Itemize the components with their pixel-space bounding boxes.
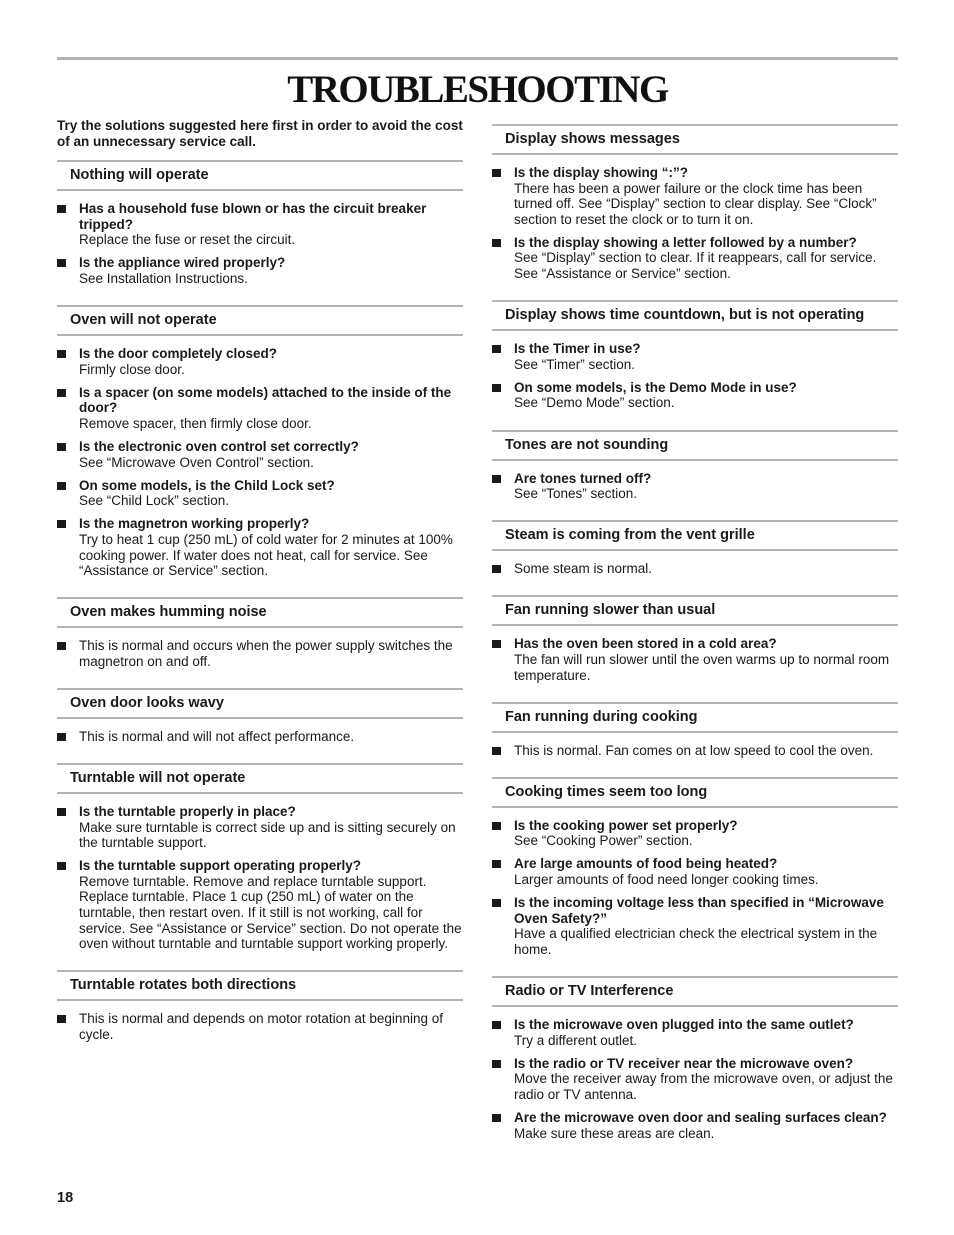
question-text: Is the magnetron working properly? xyxy=(79,516,310,532)
answer-text: See “Timer” section. xyxy=(514,356,636,372)
section-heading: Fan running slower than usual xyxy=(492,595,898,626)
section-fan-running-slower-than-usual xyxy=(492,595,898,701)
question-text: Is the Timer in use? xyxy=(514,341,641,357)
square-bullet-icon xyxy=(57,642,66,650)
square-bullet-icon xyxy=(492,384,501,392)
list-item xyxy=(492,561,898,577)
square-bullet-icon xyxy=(492,239,501,247)
section-spacer xyxy=(57,294,463,305)
question-text: Are the microwave oven door and sealing surfaces clean? xyxy=(514,1109,887,1125)
answer-text: See “Display” section to clear. If it reappears, call for service. See “Assistance or Service” section. xyxy=(514,250,877,282)
answer-text: Replace the fuse or reset the circuit. xyxy=(79,232,296,248)
square-bullet-icon xyxy=(57,520,66,528)
item-list xyxy=(57,638,463,669)
section-radio-or-tv-interference xyxy=(492,976,898,1160)
list-item xyxy=(57,1011,463,1042)
list-item xyxy=(57,201,463,248)
list-item xyxy=(57,346,463,377)
answer-text: Larger amounts of food need longer cooking times. xyxy=(514,871,819,887)
section-heading: Turntable rotates both directions xyxy=(57,970,463,1001)
question-text: Is the cooking power set properly? xyxy=(514,817,738,833)
note-text: This is normal and depends on motor rotation at beginning of cycle. xyxy=(79,1011,443,1042)
section-display-shows-time-countdown-but-is-not-operating xyxy=(492,300,898,429)
list-item xyxy=(492,471,898,502)
square-bullet-icon xyxy=(492,822,501,830)
square-bullet-icon xyxy=(492,860,501,868)
section-tones-are-not-sounding xyxy=(492,430,898,521)
section-heading: Tones are not sounding xyxy=(492,430,898,461)
section-spacer xyxy=(57,959,463,970)
question-text: Are large amounts of food being heated? xyxy=(514,856,778,872)
section-spacer xyxy=(57,752,463,763)
list-item xyxy=(57,439,463,470)
right-column xyxy=(492,124,898,1160)
section-spacer xyxy=(492,691,898,702)
list-item xyxy=(57,516,463,578)
square-bullet-icon xyxy=(492,475,501,483)
list-item xyxy=(492,818,898,849)
section-spacer xyxy=(492,289,898,300)
answer-text: See “Microwave Oven Control” section. xyxy=(79,454,314,470)
item-list xyxy=(492,341,898,411)
question-text: Is the display showing “:”? xyxy=(514,165,689,180)
square-bullet-icon xyxy=(57,733,66,741)
square-bullet-icon xyxy=(492,1021,501,1029)
section-heading: Display shows messages xyxy=(492,124,898,155)
section-spacer xyxy=(492,965,898,976)
list-item xyxy=(492,341,898,372)
note-text: This is normal and will not affect performance. xyxy=(79,728,355,744)
question-text: Is the display showing a letter followed by a number? xyxy=(514,234,857,250)
section-heading: Oven makes humming noise xyxy=(57,597,463,628)
list-item xyxy=(492,856,898,887)
section-oven-door-looks-wavy xyxy=(57,688,463,763)
question-text: Is the microwave oven plugged into the same outlet? xyxy=(514,1016,854,1032)
section-spacer xyxy=(57,586,463,597)
answer-text: Remove spacer, then firmly close door. xyxy=(79,415,312,431)
section-heading: Radio or TV Interference xyxy=(492,976,898,1007)
section-spacer xyxy=(492,419,898,430)
section-turntable-rotates-both-directions xyxy=(57,970,463,1061)
section-heading: Fan running during cooking xyxy=(492,702,898,733)
question-text: Is the turntable support operating properly? xyxy=(79,858,362,874)
section-spacer xyxy=(492,1149,898,1160)
section-heading: Turntable will not operate xyxy=(57,763,463,794)
square-bullet-icon xyxy=(57,482,66,490)
answer-text: Make sure turntable is correct side up and is sitting securely on the turntable support. xyxy=(79,819,456,851)
section-heading: Oven will not operate xyxy=(57,305,463,336)
answer-text: Remove turntable. Remove and replace turntable support. Replace turntable. Place 1 cup (250 mL) of water on the turntable, then restart oven. If it still is not working, call for service. See “Assistance or Service” section. Do not operate the oven without turntable and turntable support working properly. xyxy=(79,873,462,952)
list-item xyxy=(57,478,463,509)
answer-text: Firmly close door. xyxy=(79,361,185,377)
section-heading: Steam is coming from the vent grille xyxy=(492,520,898,551)
question-text: Are tones turned off? xyxy=(514,470,652,486)
square-bullet-icon xyxy=(57,205,66,213)
item-list xyxy=(57,804,463,952)
item-list xyxy=(492,471,898,502)
item-list xyxy=(492,1017,898,1141)
question-text: Is the turntable properly in place? xyxy=(79,803,296,819)
section-spacer xyxy=(57,1050,463,1061)
section-display-shows-messages xyxy=(492,124,898,300)
square-bullet-icon xyxy=(492,747,501,755)
square-bullet-icon xyxy=(57,443,66,451)
square-bullet-icon xyxy=(492,345,501,353)
item-list xyxy=(492,561,898,577)
square-bullet-icon xyxy=(57,1015,66,1023)
section-fan-running-during-cooking xyxy=(492,702,898,777)
square-bullet-icon xyxy=(492,1114,501,1122)
square-bullet-icon xyxy=(57,808,66,816)
section-heading: Oven door looks wavy xyxy=(57,688,463,719)
list-item xyxy=(492,235,898,282)
question-text: Is the radio or TV receiver near the microwave oven? xyxy=(514,1055,854,1071)
left-column xyxy=(57,117,463,1061)
section-nothing-will-operate xyxy=(57,160,463,305)
list-item xyxy=(492,1056,898,1103)
item-list xyxy=(57,729,463,745)
section-turntable-will-not-operate xyxy=(57,763,463,970)
note-text: This is normal and occurs when the power supply switches the magnetron on and off. xyxy=(79,638,453,669)
list-item xyxy=(492,636,898,683)
section-heading: Nothing will operate xyxy=(57,160,463,191)
square-bullet-icon xyxy=(492,1060,501,1068)
item-list xyxy=(492,165,898,282)
section-oven-makes-humming-noise xyxy=(57,597,463,688)
list-item xyxy=(492,1110,898,1141)
answer-text: Make sure these areas are clean. xyxy=(514,1125,715,1141)
list-item xyxy=(492,743,898,759)
question-text: Has a household fuse blown or has the circuit breaker tripped? xyxy=(79,201,427,232)
square-bullet-icon xyxy=(57,350,66,358)
section-steam-is-coming-from-the-vent-grille xyxy=(492,520,898,595)
item-list xyxy=(57,1011,463,1042)
answer-text: See “Tones” section. xyxy=(514,486,638,502)
list-item xyxy=(57,255,463,286)
section-oven-will-not-operate xyxy=(57,305,463,597)
page-number: 18 xyxy=(57,1190,74,1206)
right-sections xyxy=(492,124,898,1160)
section-cooking-times-seem-too-long xyxy=(492,777,898,976)
answer-text: See “Child Lock” section. xyxy=(79,493,230,509)
note-text: Some steam is normal. xyxy=(514,561,653,577)
intro-text: Try the solutions suggested here first in order to avoid the cost of an unnecessary service call. xyxy=(57,118,463,149)
answer-text: See “Demo Mode” section. xyxy=(514,395,675,411)
square-bullet-icon xyxy=(492,169,501,177)
question-text: Has the oven been stored in a cold area? xyxy=(514,636,777,652)
square-bullet-icon xyxy=(492,899,501,907)
list-item xyxy=(492,895,898,957)
square-bullet-icon xyxy=(492,565,501,573)
item-list xyxy=(492,743,898,759)
question-text: On some models, is the Demo Mode in use? xyxy=(514,379,797,395)
item-list xyxy=(492,636,898,683)
section-heading: Cooking times seem too long xyxy=(492,777,898,808)
question-text: Is the incoming voltage less than specified in “Microwave Oven Safety?” xyxy=(514,895,884,926)
square-bullet-icon xyxy=(57,259,66,267)
section-heading: Display shows time countdown, but is not operating xyxy=(492,300,898,331)
page-title: TROUBLESHOOTING xyxy=(287,68,668,111)
answer-text: Have a qualified electrician check the electrical system in the home. xyxy=(514,926,878,957)
square-bullet-icon xyxy=(492,640,501,648)
question-text: Is the appliance wired properly? xyxy=(79,255,286,271)
question-text: Is the door completely closed? xyxy=(79,345,278,361)
square-bullet-icon xyxy=(57,862,66,870)
answer-text: See “Cooking Power” section. xyxy=(514,833,693,849)
answer-text: Try a different outlet. xyxy=(514,1032,638,1048)
list-item xyxy=(57,385,463,432)
list-item xyxy=(492,165,898,227)
answer-text: The fan will run slower until the oven warms up to normal room temperature. xyxy=(514,651,890,683)
top-rule xyxy=(57,57,898,60)
answer-text: There has been a power failure or the clock time has been turned off. See “Display” section to clear display. See “Clock” section to reset the clock or to turn it on. xyxy=(514,180,877,227)
list-item xyxy=(57,804,463,851)
section-spacer xyxy=(492,766,898,777)
answer-text: Move the receiver away from the microwave oven, or adjust the radio or TV antenna. xyxy=(514,1071,893,1102)
question-text: Is the electronic oven control set correctly? xyxy=(79,438,359,454)
list-item xyxy=(57,729,463,745)
item-list xyxy=(57,201,463,286)
note-text: This is normal. Fan comes on at low speed to cool the oven. xyxy=(514,742,874,758)
list-item xyxy=(492,1017,898,1048)
list-item xyxy=(492,380,898,411)
square-bullet-icon xyxy=(57,389,66,397)
question-text: On some models, is the Child Lock set? xyxy=(79,477,335,493)
answer-text: Try to heat 1 cup (250 mL) of cold water for 2 minutes at 100% cooking power. If water does not heat, call for service. See “Assistance or Service” section. xyxy=(79,531,453,579)
list-item xyxy=(57,638,463,669)
section-spacer xyxy=(492,509,898,520)
section-spacer xyxy=(57,677,463,688)
left-sections xyxy=(57,160,463,1061)
list-item xyxy=(57,858,463,952)
question-text: Is a spacer (on some models) attached to the inside of the door? xyxy=(79,384,452,416)
item-list xyxy=(492,818,898,958)
section-spacer xyxy=(492,584,898,595)
answer-text: See Installation Instructions. xyxy=(79,270,248,286)
item-list xyxy=(57,346,463,579)
